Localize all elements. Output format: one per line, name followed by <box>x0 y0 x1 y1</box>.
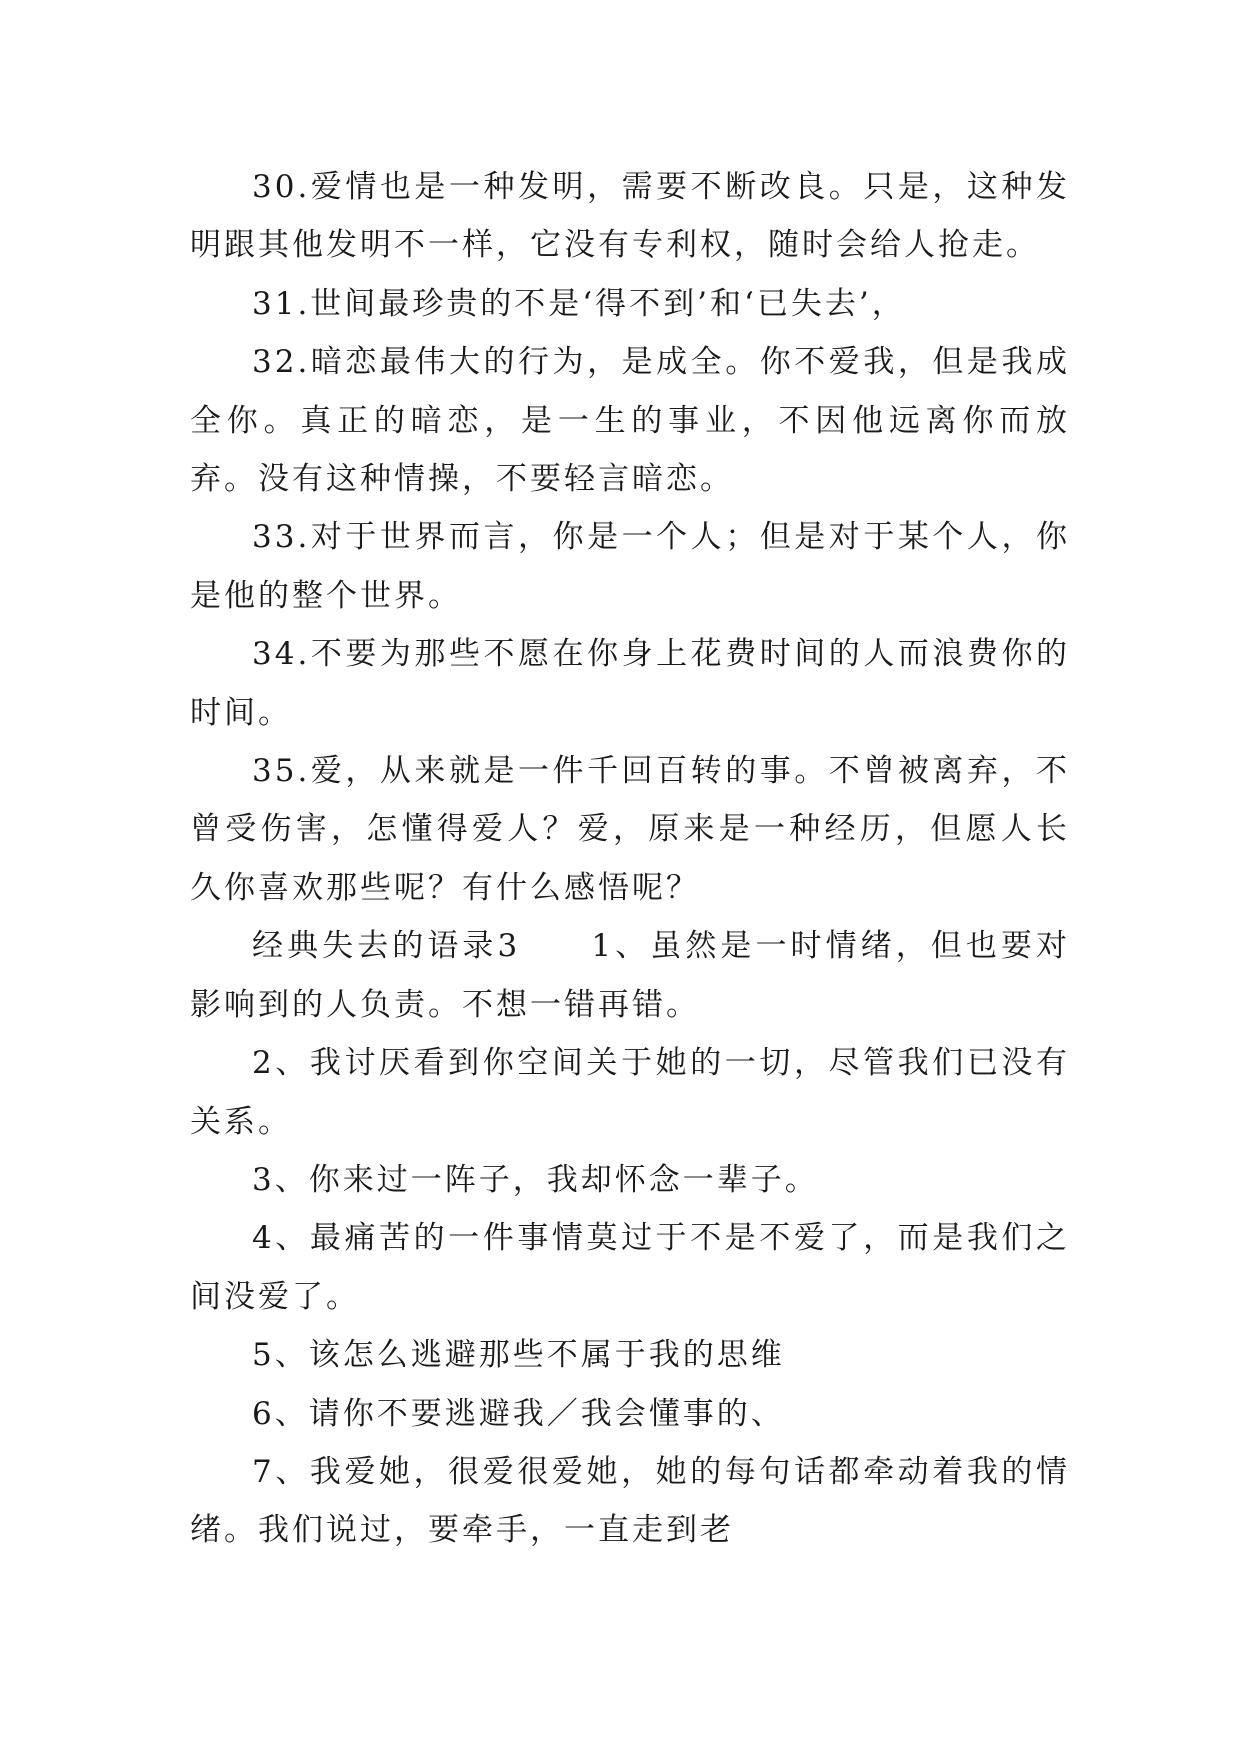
paragraph-6: 6、请你不要逃避我／我会懂事的、 <box>252 1395 785 1432</box>
paragraph-35: 35.爱，从来就是一件千回百转的事。不曾被离弃，不曾受伤害，怎懂得爱人？爱，原来是一种经历，但愿人长久你喜欢那些呢？有什么感悟呢？ <box>190 753 1070 906</box>
paragraph-31: 31.世间最珍贵的不是‘得不到’和‘已失去’， <box>252 285 906 322</box>
section-heading-paragraph: 经典失去的语录3 1、虽然是一时情绪，但也要对影响到的人负责。不想一错再错。 <box>190 928 1070 1023</box>
document-body <box>190 158 1070 1560</box>
paragraph-3: 3、你来过一阵子，我却怀念一辈子。 <box>252 1161 819 1198</box>
paragraph-33: 33.对于世界而言，你是一个人；但是对于某个人，你是他的整个世界。 <box>190 519 1070 614</box>
paragraph-5: 5、该怎么逃避那些不属于我的思维 <box>252 1337 785 1374</box>
paragraph-4: 4、最痛苦的一件事情莫过于不是不爱了，而是我们之间没爱了。 <box>190 1220 1070 1315</box>
paragraph-34: 34.不要为那些不愿在你身上花费时间的人而浪费你的时间。 <box>190 636 1070 731</box>
paragraph-7: 7、我爱她，很爱很爱她，她的每句话都牵动着我的情绪。我们说过，要牵手，一直走到老 <box>190 1453 1070 1549</box>
paragraph-30: 30.爱情也是一种发明，需要不断改良。只是，这种发明跟其他发明不一样，它没有专利权，随时会给人抢走。 <box>190 169 1070 264</box>
paragraph-2: 2、我讨厌看到你空间关于她的一切，尽管我们已没有关系。 <box>190 1045 1070 1140</box>
paragraph-32: 32.暗恋最伟大的行为，是成全。你不爱我，但是我成全你。真正的暗恋，是一生的事业，不因他远离你而放弃。没有这种情操，不要轻言暗恋。 <box>190 344 1070 498</box>
